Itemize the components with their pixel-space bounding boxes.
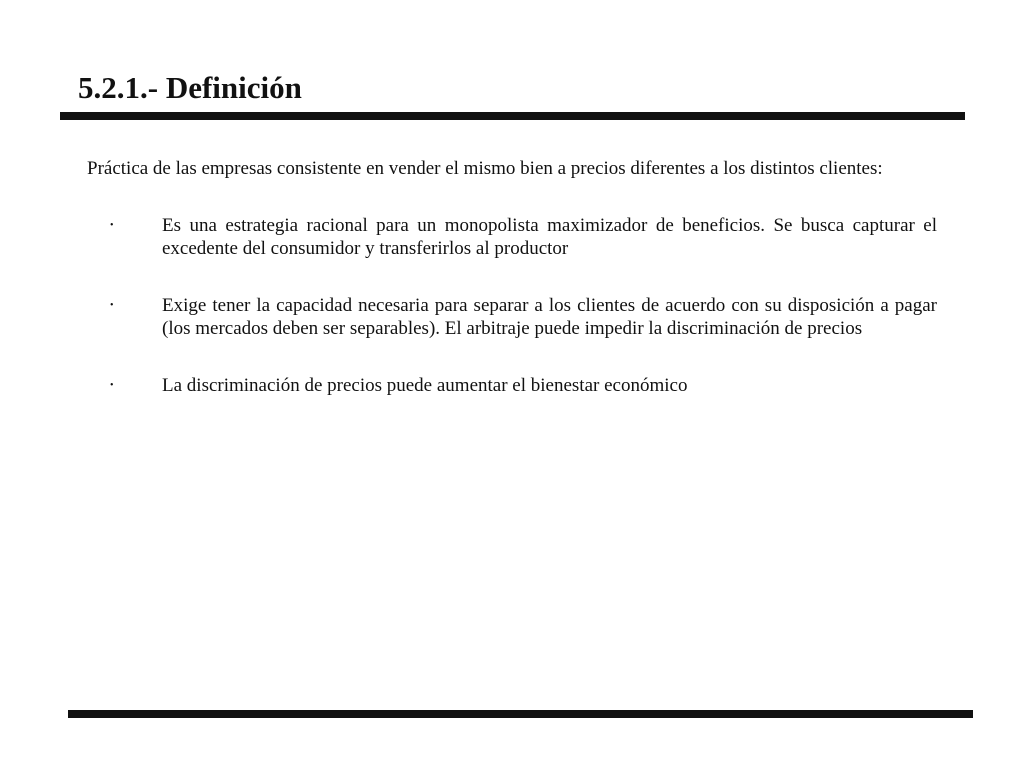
bullet-item xyxy=(87,374,937,397)
intro-paragraph: Práctica de las empresas consistente en vender el mismo bien a precios diferentes a los distintos clientes: xyxy=(87,158,883,179)
bullet-text: La discriminación de precios puede aumentar el bienestar económico xyxy=(162,375,688,396)
bullet-icon: • xyxy=(110,300,114,311)
title-underline-rule xyxy=(60,112,965,120)
bullet-text: Exige tener la capacidad necesaria para separar a los clientes de acuerdo con su disposición a pagar (los mercados deben ser separables). El arbitraje puede impedir la discriminación de precios xyxy=(162,295,937,339)
bullet-item xyxy=(87,294,937,340)
footer-rule xyxy=(68,710,973,718)
bullet-list xyxy=(87,214,937,397)
bullet-icon: • xyxy=(110,220,114,231)
bullet-text: Es una estrategia racional para un monopolista maximizador de beneficios. Se busca capturar el excedente del consumidor y transferirlos al productor xyxy=(162,215,937,259)
bullet-icon: • xyxy=(110,380,114,391)
slide-title: 5.2.1.- Definición xyxy=(78,70,302,105)
slide-body xyxy=(87,157,937,431)
bullet-item xyxy=(87,214,937,260)
